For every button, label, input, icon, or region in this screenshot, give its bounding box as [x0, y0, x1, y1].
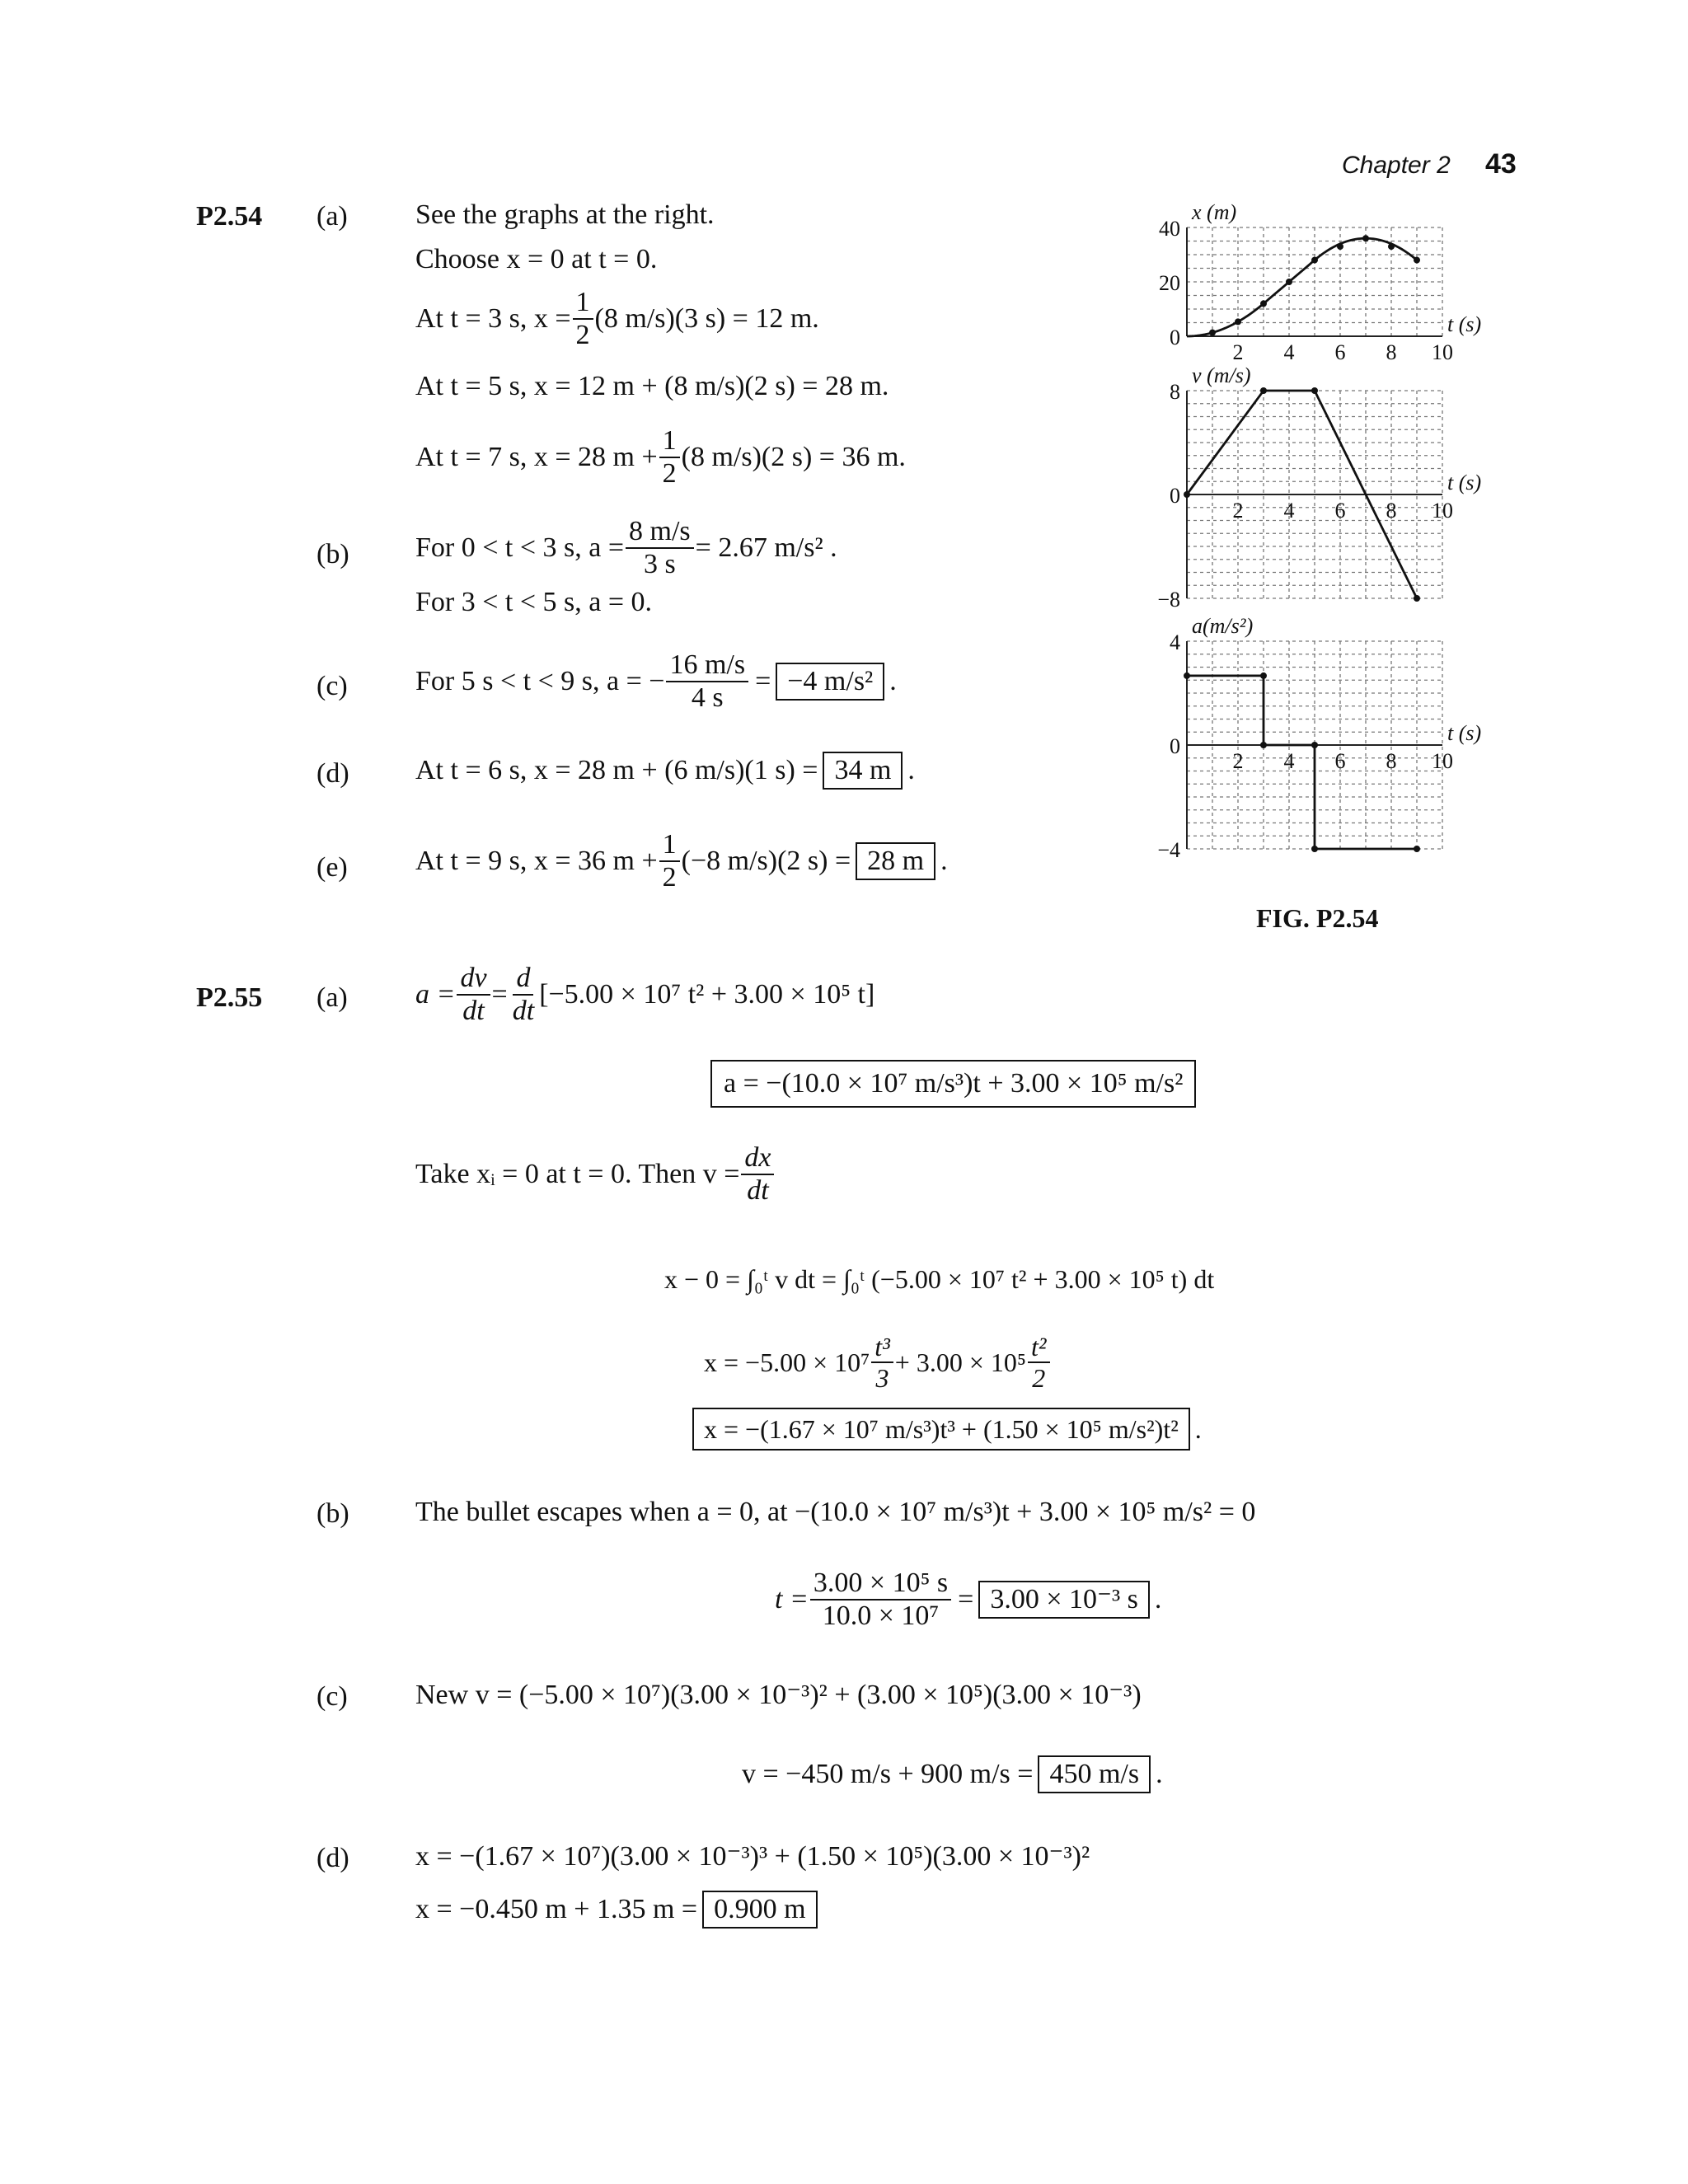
y-axis-label: a(m/s²) [1192, 614, 1254, 638]
p254-a-line5-pre: At t = 7 s, x = 28 m + [415, 442, 658, 472]
x-tick-label: 4 [1283, 499, 1295, 523]
frac-den: 10.0 × 10⁷ [822, 1601, 940, 1631]
frac-num: 3.00 × 10⁵ s [810, 1569, 951, 1601]
p254-c-pre: For 5 s < t < 9 s, a = − [415, 666, 665, 696]
y-tick-label: 0 [1170, 484, 1180, 508]
boxed-answer: 34 m [823, 752, 903, 790]
page-number: 43 [1485, 148, 1517, 180]
part-b-label: (b) [316, 539, 349, 569]
p254-a-line4: At t = 5 s, x = 12 m + (8 m/s)(2 s) = 28 m. [415, 371, 889, 401]
frac-num: 16 m/s [666, 651, 748, 682]
part-e-label: (e) [316, 852, 348, 883]
x-pre: x = −0.450 m + 1.35 m = [415, 1894, 698, 1924]
x-tick-label: 10 [1432, 499, 1453, 523]
x-tick-label: 2 [1232, 340, 1244, 364]
fraction-t3-3 [871, 1333, 893, 1391]
fraction-half [659, 427, 680, 488]
p255-a-eq1 [415, 964, 874, 1025]
chapter-label: Chapter 2 [1342, 152, 1451, 179]
p254-b-line1-pre: For 0 < t < 3 s, a = [415, 532, 625, 563]
data-point [1414, 257, 1420, 264]
boxed-answer: 450 m/s [1038, 1755, 1151, 1793]
frac-num: 1 [659, 427, 680, 458]
x-tick-label: 2 [1232, 499, 1244, 523]
equals-sign: = [755, 666, 771, 696]
p255-a-x [704, 1333, 1052, 1391]
boxed-answer: −4 m/s² [776, 663, 884, 701]
p255-b-t [775, 1569, 1161, 1630]
p254-d-line [415, 752, 915, 790]
p254-b-line2: For 3 < t < 5 s, a = 0. [415, 587, 653, 617]
x-tick-label: 4 [1283, 749, 1295, 773]
period: . [1156, 1759, 1163, 1789]
data-point [1311, 387, 1318, 394]
data-point [1260, 387, 1267, 394]
data-point [1414, 846, 1420, 852]
p255-c-line1: New v = (−5.00 × 10⁷)(3.00 × 10⁻³)² + (3.00 × 10⁵)(3.00 × 10⁻³) [415, 1680, 1142, 1710]
data-point [1184, 673, 1190, 679]
frac-den: dt [747, 1175, 769, 1206]
y-tick-label: 20 [1159, 271, 1180, 295]
part-d-label: (d) [316, 758, 349, 789]
x-tick-label: 10 [1432, 340, 1453, 364]
data-point [1286, 279, 1292, 285]
x-curve [1187, 238, 1417, 336]
data-point [1311, 257, 1318, 264]
part-a-label: (a) [316, 982, 348, 1013]
p255-a-integral: x − 0 = ∫₀ᵗ v dt = ∫₀ᵗ (−5.00 × 10⁷ t² + 3.00 × 10⁵ t) dt [664, 1264, 1215, 1294]
frac-num: dv [457, 964, 490, 996]
part-b-label: (b) [316, 1498, 349, 1529]
period: . [889, 666, 897, 696]
p254-e-mid: (−8 m/s)(2 s) = [681, 846, 851, 876]
p254-a-line1: See the graphs at the right. [415, 199, 715, 230]
v-pre: v = −450 m/s + 900 m/s = [742, 1759, 1034, 1789]
data-point [1311, 742, 1318, 748]
x-tick-label: 8 [1386, 749, 1397, 773]
frac-num: 8 m/s [626, 518, 694, 549]
x-tick-label: 2 [1232, 749, 1244, 773]
y-tick-label: 8 [1170, 380, 1180, 404]
p255-c-line2 [742, 1755, 1163, 1793]
frac-num: 1 [659, 831, 680, 862]
x-tick-label: 6 [1334, 499, 1346, 523]
y-tick-label: −8 [1157, 588, 1180, 612]
frac-num: t³ [871, 1333, 893, 1363]
frac-den: 4 s [691, 682, 724, 713]
t-pre: t = [775, 1584, 809, 1615]
x-axis-label: t (s) [1447, 471, 1482, 494]
frac-den: dt [512, 996, 535, 1026]
p254-b-line1-post: = 2.67 m/s² . [695, 532, 837, 563]
period: . [907, 755, 915, 785]
boxed-acceleration: a = −(10.0 × 10⁷ m/s³)t + 3.00 × 10⁵ m/s² [710, 1060, 1196, 1108]
p254-d-pre: At t = 6 s, x = 28 m + (6 m/s)(1 s) = [415, 755, 818, 785]
frac-den: 2 [662, 458, 677, 489]
p254-b-line1 [415, 518, 837, 579]
data-point [1209, 330, 1216, 336]
fraction-accel [626, 518, 694, 579]
frac-den: 3 s [643, 549, 676, 579]
problem-label-p2-54: P2.54 [196, 201, 263, 232]
p255-a-boxed-x [692, 1408, 1202, 1451]
frac-num: 1 [573, 288, 593, 320]
period: . [940, 846, 948, 876]
x-tick-label: 6 [1334, 749, 1346, 773]
fraction-time [810, 1569, 951, 1630]
p254-a-line5-post: (8 m/s)(2 s) = 36 m. [681, 442, 906, 472]
fraction-dx-dt [741, 1144, 774, 1205]
frac-num: d [513, 964, 533, 996]
x-tick-label: 10 [1432, 749, 1453, 773]
data-point [1184, 491, 1190, 498]
p254-a-line2: Choose x = 0 at t = 0. [415, 244, 658, 274]
frac-num: dx [741, 1144, 774, 1175]
frac-den: 2 [662, 862, 677, 893]
graphs-group [1157, 200, 1481, 862]
fraction-dv-dt [457, 964, 490, 1025]
p254-a-line3-pre: At t = 3 s, x = [415, 303, 571, 334]
x-tick-label: 6 [1334, 340, 1346, 364]
frac-den: 2 [1032, 1363, 1046, 1393]
y-axis-label: v (m/s) [1192, 363, 1251, 387]
boxed-answer: 3.00 × 10⁻³ s [978, 1581, 1150, 1619]
p255-a-take [415, 1144, 776, 1205]
period: . [1154, 1584, 1162, 1615]
frac-den: 3 [875, 1363, 889, 1393]
data-point [1260, 300, 1267, 307]
data-point [1311, 846, 1318, 852]
frac-den: dt [462, 996, 485, 1026]
figure-p2-54 [1137, 190, 1500, 874]
p255-d-line2 [415, 1891, 818, 1929]
x-axis-label: t (s) [1447, 312, 1482, 336]
boxed-answer: 28 m [856, 842, 935, 880]
data-point [1388, 243, 1395, 250]
p255-d-line1: x = −(1.67 × 10⁷)(3.00 × 10⁻³)³ + (1.50 × 10⁵)(3.00 × 10⁻³)² [415, 1841, 1090, 1872]
eq1-bracket: [−5.00 × 10⁷ t² + 3.00 × 10⁵ t] [539, 979, 875, 1010]
take-pre: Take xᵢ = 0 at t = 0. Then v = [415, 1159, 740, 1189]
p255-b-line1: The bullet escapes when a = 0, at −(10.0 × 10⁷ m/s³)t + 3.00 × 10⁵ m/s² = 0 [415, 1497, 1256, 1527]
equals-sign: = [958, 1584, 974, 1615]
x-pre: x = −5.00 × 10⁷ [704, 1347, 870, 1377]
frac-num: t² [1028, 1333, 1049, 1363]
data-point [1260, 742, 1267, 748]
part-a-label: (a) [316, 201, 348, 232]
y-tick-label: 40 [1159, 217, 1180, 241]
p254-c-line [415, 651, 897, 712]
data-point [1414, 595, 1420, 602]
y-tick-label: −4 [1157, 838, 1180, 862]
fraction-t2-2 [1028, 1333, 1049, 1391]
fraction-half [659, 831, 680, 892]
x-tick-label: 4 [1283, 340, 1295, 364]
y-axis-label: x (m) [1192, 200, 1237, 224]
problem-label-p2-55: P2.55 [196, 982, 263, 1013]
y-tick-label: 4 [1170, 630, 1180, 654]
data-point [1362, 235, 1369, 241]
part-d-label: (d) [316, 1843, 349, 1873]
data-point [1260, 673, 1267, 679]
boxed-position: x = −(1.67 × 10⁷ m/s³)t³ + (1.50 × 10⁵ m/s²)t² [692, 1408, 1190, 1451]
figure-caption: FIG. P2.54 [1256, 903, 1379, 933]
x-tick-label: 8 [1386, 499, 1397, 523]
data-point [1235, 318, 1241, 325]
y-tick-label: 0 [1170, 326, 1180, 349]
eq-lhs: a = [415, 979, 456, 1010]
p254-a-line3-post: (8 m/s)(3 s) = 12 m. [594, 303, 819, 334]
period: . [1194, 1414, 1202, 1444]
x-tick-label: 8 [1386, 340, 1397, 364]
y-tick-label: 0 [1170, 734, 1180, 758]
p254-a-line3 [415, 288, 819, 349]
x-axis-label: t (s) [1447, 721, 1482, 745]
boxed-answer: 0.900 m [702, 1891, 817, 1929]
fraction-d-dt [509, 964, 537, 1025]
p254-e-line [415, 831, 948, 892]
data-point [1337, 243, 1343, 250]
x-mid: + 3.00 × 10⁵ [894, 1347, 1027, 1377]
p254-e-pre: At t = 9 s, x = 36 m + [415, 846, 658, 876]
fraction-half [573, 288, 593, 349]
part-c-label: (c) [316, 1681, 348, 1712]
part-c-label: (c) [316, 671, 348, 701]
equals-sign: = [491, 979, 508, 1010]
fraction-accel [666, 651, 748, 712]
p254-a-line5 [415, 427, 906, 488]
frac-den: 2 [575, 320, 590, 350]
